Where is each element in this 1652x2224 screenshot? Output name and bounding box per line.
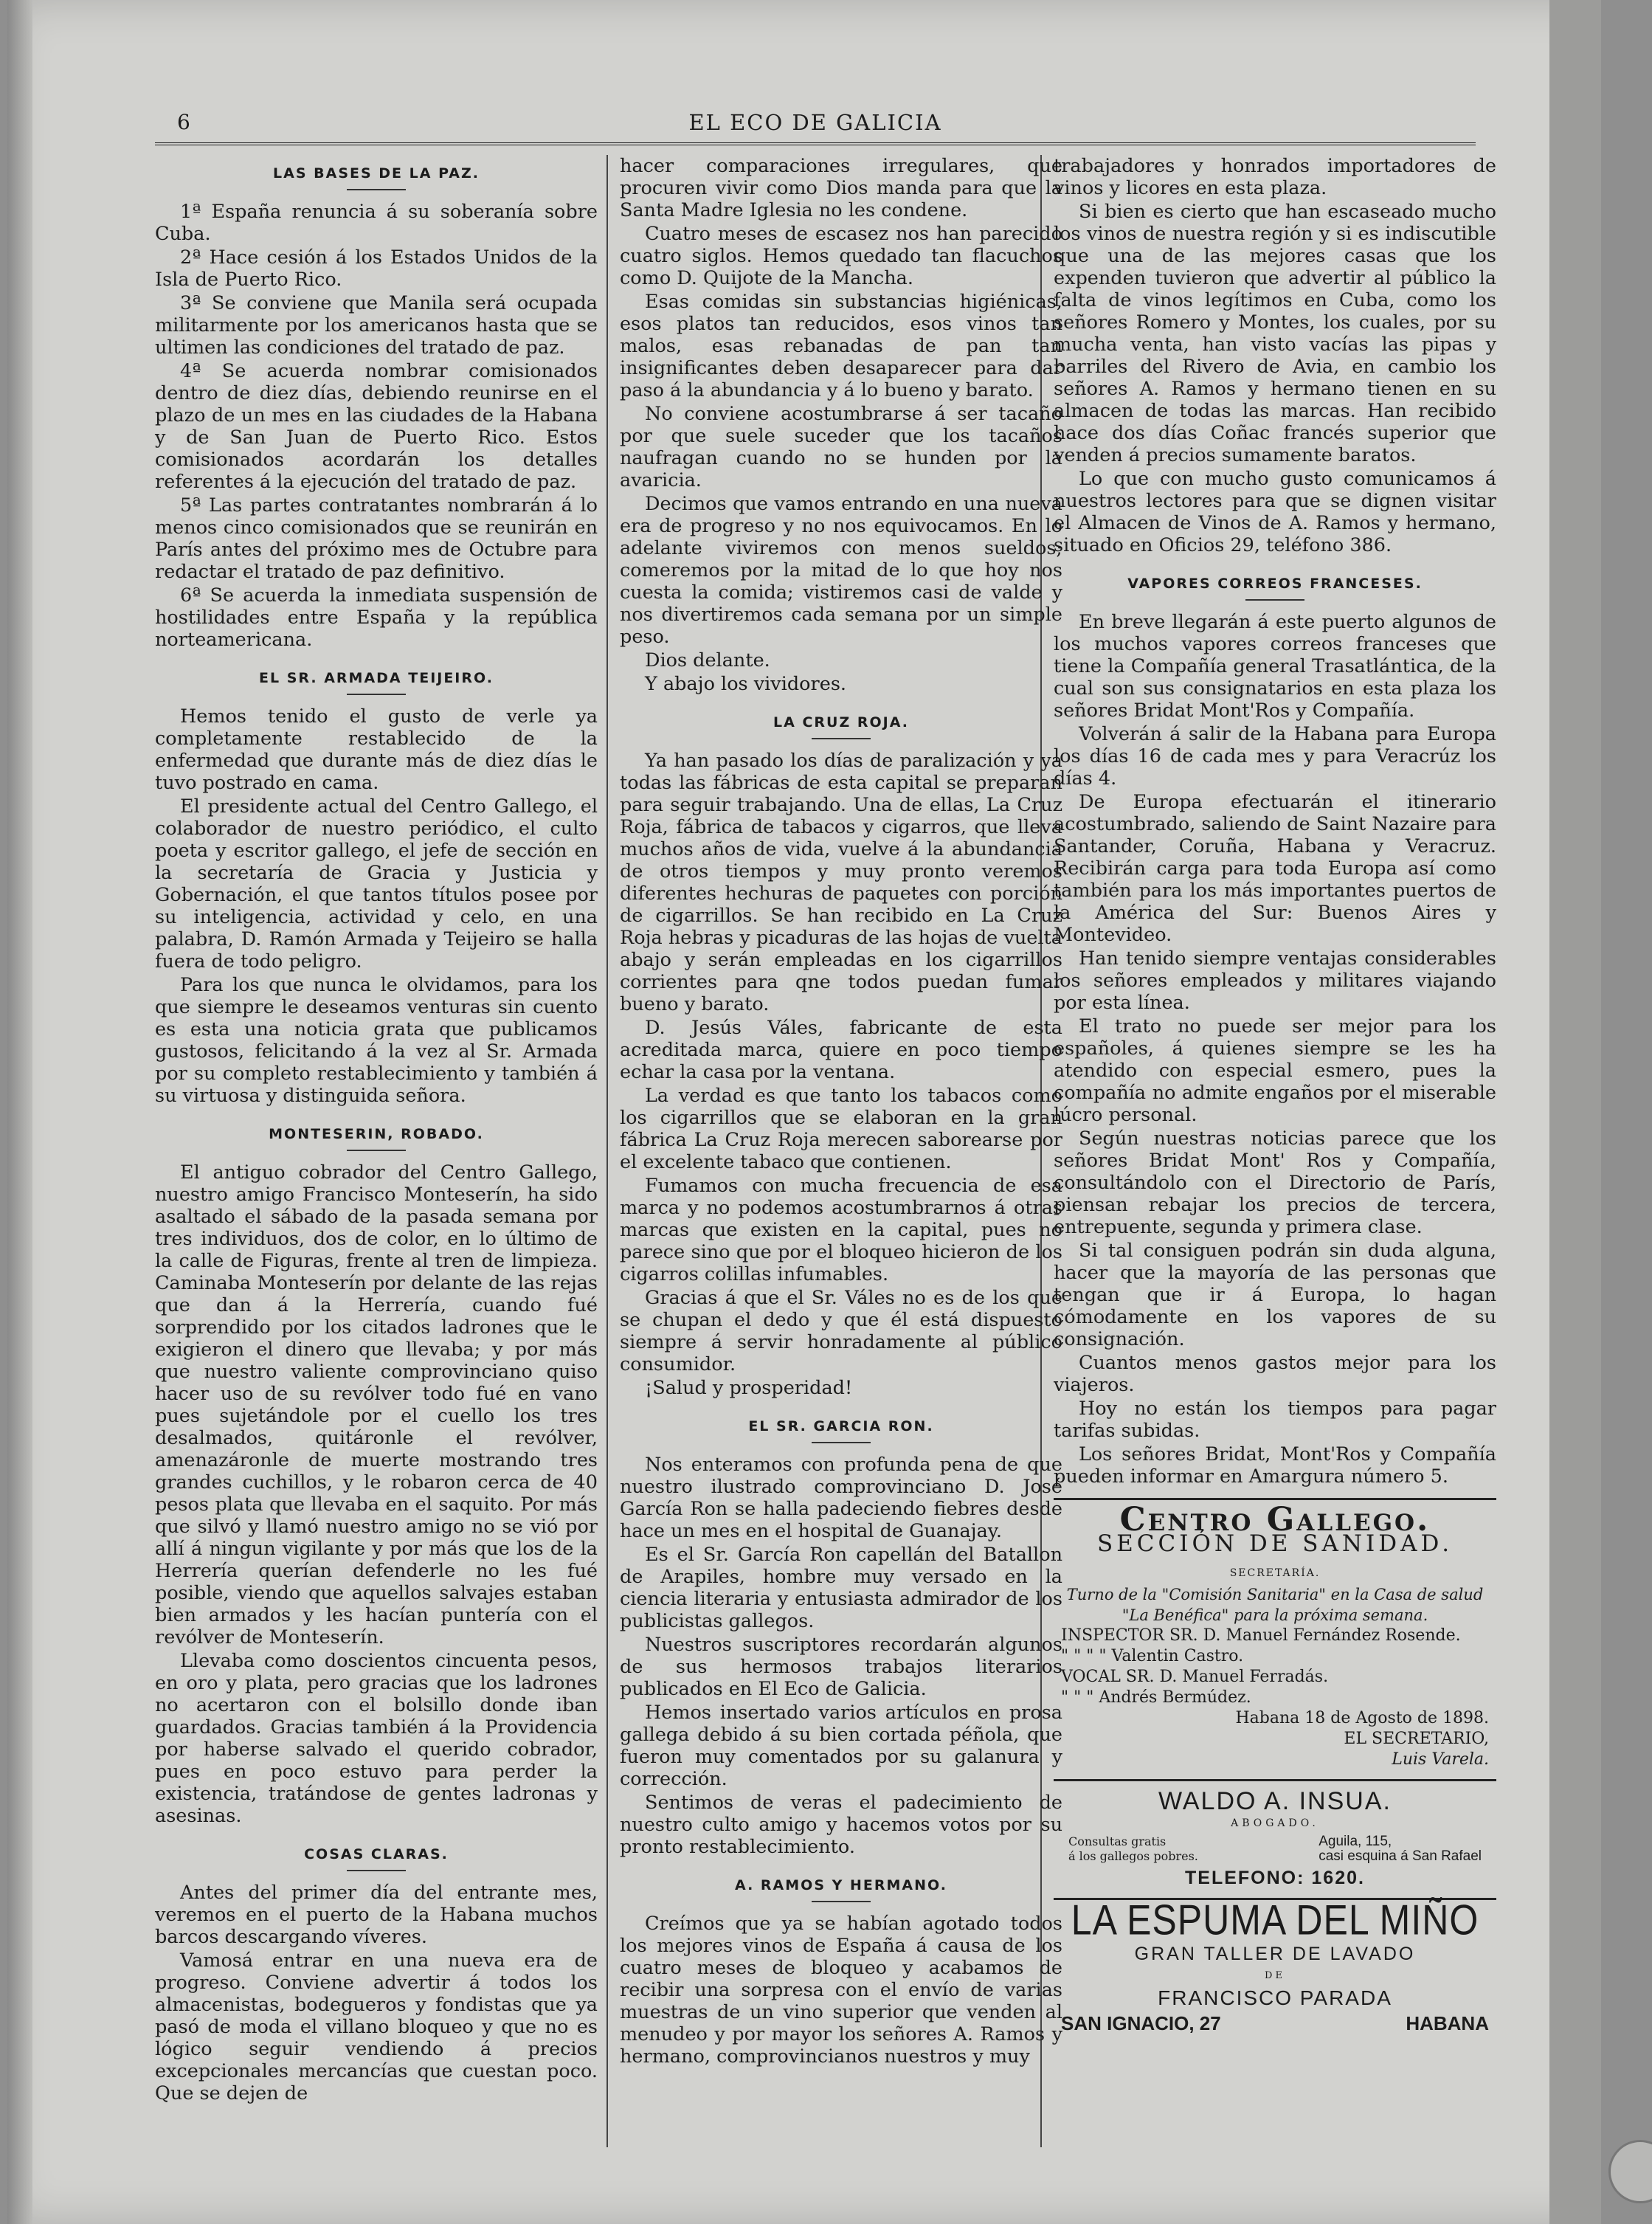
- divider: [347, 1870, 406, 1871]
- ad-telephone: TELEFONO: 1620.: [1185, 1868, 1365, 1888]
- paragraph: Nos enteramos con profunda pena de que nuestro ilustrado comprovinciano D. José García Ron se halla padeciendo fiebres desde hace un mes en el hospital de Guanajay.: [620, 1454, 1062, 1542]
- paragraph: Hemos insertado varios artículos en prosa gallega debido á su bien cortada péñola, que fueron muy comentados por su galanura y corrección.: [620, 1702, 1062, 1790]
- ad-line: á los gallegos pobres.: [1068, 1849, 1198, 1863]
- paragraph: Para los que nunca le olvidamos, para los que siempre le deseamos venturas sin cuento es esta una noticia grata que publicamos gustosos, felicitando á la vez al Sr. Armada por su completo restablecimiento y también á su virtuosa y distinguida señora.: [155, 974, 598, 1107]
- article-title: COSAS CLARAS.: [304, 1846, 449, 1862]
- paragraph: Si tal consiguen podrán sin duda alguna, hacer que la mayoría de las personas que tengan que ir á Europa, lo hagan cómodamente en los vapores de su consignación.: [1054, 1240, 1496, 1350]
- paragraph: No conviene acostumbrarse á ser tacaño por que suele suceder que los tacaños naufragan cuando no se hunden por la avaricia.: [620, 403, 1062, 491]
- column-3: [1054, 155, 1496, 2043]
- paragraph: Vamosá entrar en una nueva era de progreso. Conviene advertir á todos los almacenistas, bodegueros y fondistas que ya pasó de moda el villano bloqueo y que no es lógico seguir vendiendo á precios excepcionales mercancías que cuestan poco. Que se dejen de: [155, 1950, 598, 2104]
- paragraph: hacer comparaciones irregulares, que procuren vivir como Dios manda para que la Santa Madre Iglesia no les condene.: [620, 155, 1062, 221]
- article-title: LA CRUZ ROJA.: [773, 714, 909, 731]
- paragraph: 5ª Las partes contratantes nombrarán á lo menos cinco comisionados que se reunirán en París antes del próximo mes de Octubre para redactar el tratado de paz definitivo.: [155, 494, 598, 583]
- newspaper-title: EL ECO DE GALICIA: [688, 110, 942, 135]
- divider: [812, 1901, 871, 1902]
- ad-address: casi esquina á San Rafael: [1319, 1848, 1482, 1864]
- paragraph: Según nuestras noticias parece que los señores Bridat Mont' Ros y Compañía, consultándolo con el Directorio de París, piensan rebajar los precios de tercera, entrepuente, segunda y primera clase.: [1054, 1127, 1496, 1238]
- paragraph: Y abajo los vividores.: [645, 673, 847, 695]
- ad-signature: Luis Varela.: [1392, 1750, 1489, 1769]
- column-1: [155, 155, 598, 2106]
- paragraph: El trato no puede ser mejor para los españoles, á quienes siempre se les ha atendido con especial esmero, pues la compañía no admite engaños por el miserable lúcro personal.: [1054, 1015, 1496, 1126]
- page-number: 6: [177, 110, 190, 134]
- paragraph: Cuantos menos gastos mejor para los viajeros.: [1054, 1352, 1496, 1396]
- divider: [812, 738, 871, 739]
- paragraph: Volverán á salir de la Habana para Europa los días 16 de cada mes y para Veracrúz los días 4.: [1054, 723, 1496, 790]
- ad-address-row: [1054, 2012, 1496, 2034]
- newspaper-page: [7, 0, 1601, 2224]
- ad-details-left: [1068, 1834, 1198, 1864]
- paragraph: La verdad es que tanto los tabacos como los cigarrillos que se elaboran en la gran fábrica La Cruz Roja merecen saborearse por el excelente tabaco que contienen.: [620, 1085, 1062, 1173]
- page-header: [155, 107, 1476, 145]
- ad-centro-gallego: [1054, 1498, 1496, 1779]
- ad-line: VOCAL SR. D. Manuel Ferradás.: [1061, 1668, 1329, 1686]
- ad-line: Consultas gratis: [1068, 1834, 1167, 1848]
- ad-line: " " " " Valentin Castro.: [1061, 1647, 1244, 1665]
- article-title: MONTESERIN, ROBADO.: [269, 1126, 484, 1142]
- ad-line: " " " Andrés Bermúdez.: [1061, 1688, 1251, 1707]
- paragraph: Es el Sr. García Ron capellán del Batallon de Arapiles, hombre muy versado en la ciencia literaria y entusiasta admirador de los publicistas gallegos.: [620, 1544, 1062, 1632]
- paragraph: Sentimos de veras el padecimiento de nuestro culto amigo y hacemos votos por su pronto restablecimiento.: [620, 1792, 1062, 1858]
- paragraph: Hoy no están los tiempos para pagar tarifas subidas.: [1054, 1398, 1496, 1442]
- ad-label: SECRETARÍA.: [1229, 1567, 1321, 1579]
- ad-details-right: [1319, 1834, 1482, 1864]
- paragraph: 3ª Se conviene que Manila será ocupada militarmente por los americanos hasta que se ultimen las condiciones del tratado de paz.: [155, 292, 598, 359]
- ad-owner: FRANCISCO PARADA: [1158, 1986, 1392, 2009]
- binding-edge: [7, 0, 32, 2224]
- article-title: EL SR. GARCIA RON.: [748, 1418, 934, 1434]
- ad-connector: DE: [1265, 1970, 1285, 1981]
- ad-notice: Turno de la "Comisión Sanitaria" en la Casa de salud "La Benéfica" para la próxima semana.: [1066, 1586, 1484, 1624]
- ad-secretary-label: EL SECRETARIO,: [1344, 1730, 1489, 1748]
- paragraph: El antiguo cobrador del Centro Gallego, nuestro amigo Francisco Monteserín, ha sido asaltado el sábado de la pasada semana por tres individuos, dos de color, en lo último de la calle de Figuras, frente al tren de limpieza. Caminaba Monteserín por delante de las rejas que dan á la Herrería, cuando fué sorprendido por los citados ladrones que le exigieron el dinero que llevaba; y por más que nuestro valiente comprovinciano quiso hacer uso de su revólver todo fué en vano pues sujetándole por el cuello los tres desalmados, quitáronle el revólver, amenazáronle de muerte mostrando tres grandes cuchillos, y le robaron cerca de 40 pesos plata que llevaba en el saquito. Por más que silvó y llamó nuestro amigo no se vió por allí á ningun vigilante y por más que los de la Herrería querían defenderle no les fué posible, viendo que aquellos salvajes estaban bien armados y les hacían puntería con el revólver de Monteserín.: [155, 1161, 598, 1648]
- ad-title: Centro Gallego.: [1119, 1501, 1431, 1539]
- paragraph: El presidente actual del Centro Gallego, el colaborador de nuestro periódico, el culto poeta y escritor gallego, el jefe de sección en la secretaría de Gracia y Justicia y Gobernación, el que tantos títulos posee por su inteligencia, actividad y celo, en una palabra, D. Ramón Armada y Teijeiro se halla fuera de todo peligro.: [155, 795, 598, 973]
- paragraph: De Europa efectuarán el itinerario acostumbrado, saliendo de Saint Nazaire para Santander, Coruña, Habana y Veracruz. Recibirán carga para toda Europa así como también para los más importantes puertos de la América del Sur: Buenos Aires y Montevideo.: [1054, 791, 1497, 946]
- divider: [347, 694, 406, 695]
- paragraph: 1ª España renuncia á su soberanía sobre Cuba.: [155, 201, 598, 245]
- ad-espuma-del-mino: [1054, 1898, 1496, 2043]
- paragraph: 6ª Se acuerda la inmediata suspensión de hostilidades entre España y la república norteamericana.: [155, 584, 598, 651]
- ad-profession: ABOGADO.: [1231, 1817, 1319, 1829]
- ad-title: LA ESPUMA DEL MIÑO: [1071, 1896, 1479, 1944]
- paragraph: Esas comidas sin substancias higiénicas, esos platos tan reducidos, esos vinos tan malos, esas rebanadas de pan tan insignificantes deben desaparecer para dar paso á la abundancia y á lo bueno y barato.: [620, 291, 1062, 401]
- paragraph: Gracias á que el Sr. Váles no es de los que se chupan el dedo y que él está dispuesto siempre á servir honradamente al público consumidor.: [620, 1287, 1062, 1375]
- ad-waldo-insua: [1054, 1779, 1496, 1898]
- paragraph: Creímos que ya se habían agotado todos los mejores vinos de España á causa de los cuatro meses de bloqueo y acabamos de recibir una sorpresa con el envío de varias muestras de un vino superior que venden al menudeo y por mayor los señores A. Ramos y hermano, comprovincianos nuestros y muy: [620, 1913, 1062, 2068]
- paragraph: trabajadores y honrados importadores de vinos y licores en esta plaza.: [1054, 155, 1496, 199]
- paragraph: Llevaba como doscientos cincuenta pesos, en oro y plata, pero gracias que los ladrones no acertaron con el bolsillo donde iban guardados. Gracias también á la Providencia por haberse salvado el querido cobrador, pues en poco estuvo para perder la existencia, tratándose de gentes ladronas y asesinas.: [155, 1650, 598, 1827]
- ad-subtitle: SECCIÓN DE SANIDAD.: [1096, 1530, 1454, 1557]
- paragraph: Han tenido siempre ventajas considerables los señores empleados y militares viajando por esta línea.: [1054, 947, 1496, 1014]
- paragraph: D. Jesús Váles, fabricante de esta acreditada marca, quiere en poco tiempo echar la casa por la ventana.: [620, 1017, 1062, 1083]
- article-title: LAS BASES DE LA PAZ.: [273, 165, 480, 182]
- ad-city: HABANA: [1406, 2012, 1489, 2034]
- ad-subtitle: GRAN TALLER DE LAVADO: [1134, 1944, 1416, 1964]
- paragraph: Hemos tenido el gusto de verle ya completamente restablecido de la enfermedad que durante más de diez días le tuvo postrado en cama.: [155, 705, 598, 794]
- ad-line: INSPECTOR SR. D. Manuel Fernández Rosende.: [1061, 1626, 1461, 1645]
- paragraph: En breve llegarán á este puerto algunos de los muchos vapores correos franceses que tiene la Compañía general Trasatlántica, de la cual son sus consignatarios en esta plaza los señores Bridat Mont'Ros y Compañía.: [1054, 611, 1496, 722]
- ad-date: Habana 18 de Agosto de 1898.: [1235, 1709, 1489, 1727]
- paragraph: Fumamos con mucha frecuencia de esa marca y no podemos acostumbrarnos á otras marcas que existen en la capital, pues no parece sino que por el bloqueo hicieron de los cigarros colillas infumables.: [620, 1175, 1062, 1285]
- paragraph: 4ª Se acuerda nombrar comisionados dentro de diez días, debiendo reunirse en el plazo de un mes en las ciudades de la Habana y de San Juan de Puerto Rico. Estos comisionados acordarán los detalles referentes á la ejecución del tratado de paz.: [155, 360, 598, 493]
- library-seal-icon: [1608, 2140, 1652, 2203]
- paragraph: Nuestros suscriptores recordarán algunos de sus hermosos trabajos literarios publicados en El Eco de Galicia.: [620, 1634, 1062, 1700]
- column-divider: [606, 155, 608, 2147]
- paragraph: Cuatro meses de escasez nos han parecido cuatro siglos. Hemos quedado tan flacuchos como D. Quijote de la Mancha.: [620, 223, 1062, 289]
- paragraph: Dios delante.: [645, 649, 770, 671]
- divider: [347, 189, 406, 190]
- page-margin: [1549, 0, 1601, 2224]
- article-title: VAPORES CORREOS FRANCESES.: [1127, 576, 1423, 592]
- paragraph: Decimos que vamos entrando en una nueva era de progreso y no nos equivocamos. En lo adelante viviremos con menos sueldos; comeremos por la mitad de lo que hoy nos cuesta la comida; vistiremos casi de valde y nos divertiremos cada semana por un simple peso.: [620, 493, 1062, 648]
- divider: [812, 1442, 871, 1443]
- paragraph: Los señores Bridat, Mont'Ros y Compañía pueden informar en Amargura número 5.: [1054, 1443, 1496, 1488]
- paragraph: ¡Salud y prosperidad!: [645, 1377, 853, 1399]
- divider: [347, 1150, 406, 1151]
- paragraph: Si bien es cierto que han escaseado mucho los vinos de nuestra región y si es indiscutible que una de las mejores casas que los expenden tuvieron que advertir al público la falta de vinos legítimos en Cuba, como los señores Romero y Montes, los cuales, por su mucha venta, han visto vacías las pipas y barriles del Rivero de Avia, en cambio los señores A. Ramos y hermano tienen en su almacen de todas las marcas. Han recibido hace dos días Coñac francés superior que venden á precios sumamente baratos.: [1054, 201, 1496, 466]
- paragraph: Antes del primer día del entrante mes, veremos en el puerto de la Habana muchos barcos descargando víveres.: [155, 1882, 598, 1948]
- paragraph: 2ª Hace cesión á los Estados Unidos de la Isla de Puerto Rico.: [155, 246, 598, 291]
- paragraph: Ya han pasado los días de paralización y ya todas las fábricas de esta capital se preparan para seguir trabajando. Una de ellas, La Cruz Roja, fábrica de tabacos y cigarros, que lleva muchos años de vida, vuelve á la abundancia de otros tiempos y muy pronto veremos diferentes hechuras de paquetes con porción de cigarrillos. Se han recibido en La Cruz Roja hebras y picaduras de las hojas de vuelta abajo y serán empleadas en los cigarrillos corrientes para qne todos puedan fumar bueno y barato.: [620, 750, 1062, 1015]
- ad-details: [1054, 1834, 1496, 1864]
- divider: [1245, 599, 1304, 601]
- ad-address: Aguila, 115,: [1319, 1834, 1392, 1849]
- column-2: [620, 155, 1062, 2069]
- paragraph: Lo que con mucho gusto comunicamos á nuestros lectores para que se dignen visitar el Almacen de Vinos de A. Ramos y hermano, situado en Oficios 29, teléfono 386.: [1054, 468, 1496, 556]
- ad-body: [1054, 1584, 1496, 1770]
- article-title: EL SR. ARMADA TEIJEIRO.: [259, 670, 494, 686]
- ad-address: SAN IGNACIO, 27: [1061, 2012, 1221, 2034]
- article-title: A. RAMOS Y HERMANO.: [735, 1877, 947, 1893]
- ad-title: WALDO A. INSUA.: [1158, 1787, 1392, 1815]
